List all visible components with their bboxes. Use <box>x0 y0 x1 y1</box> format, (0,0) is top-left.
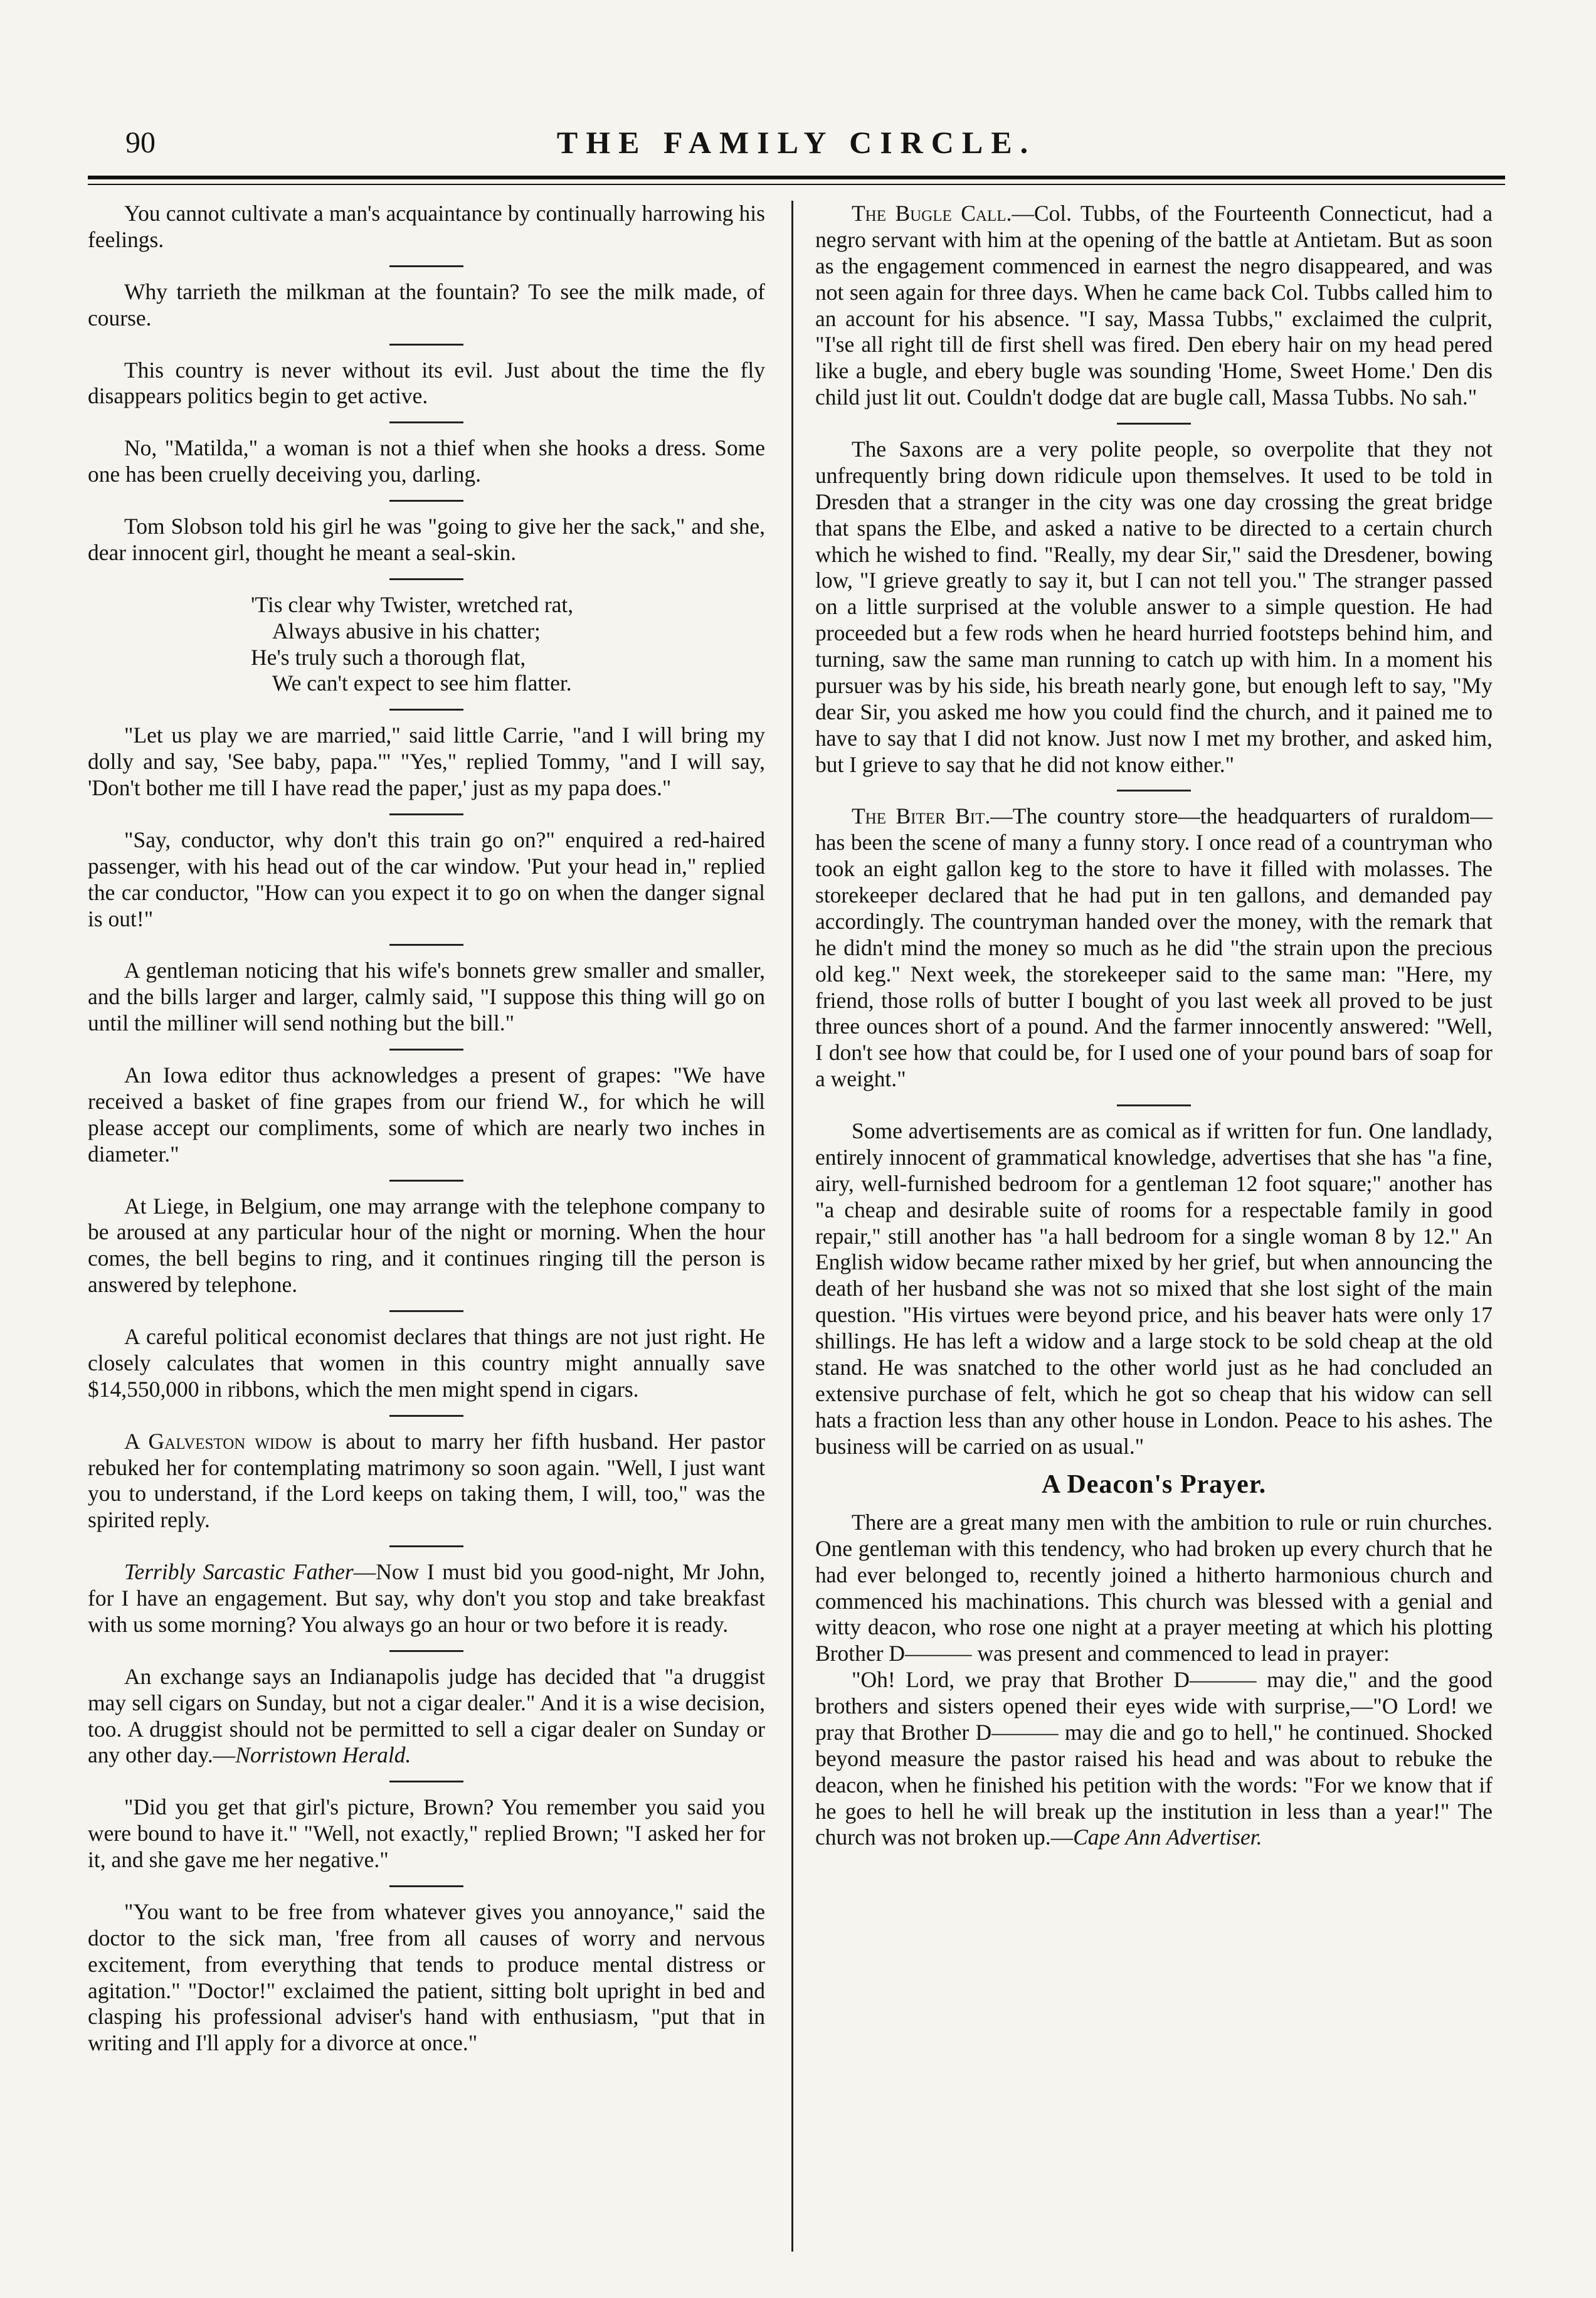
item-milkman: Why tarrieth the milkman at the fountain? To see the milk made, of course. <box>88 278 765 331</box>
separator <box>389 1545 463 1547</box>
poem-line: 'Tis clear why Twister, wretched rat, <box>251 591 574 617</box>
item-cultivate: You cannot cultivate a man's acquaintance by continually harrowing his feelings. <box>88 201 765 252</box>
item-economist: A careful political economist declares that things are not just right. He closely calculates that women in this country might annually save $14,550,000 in ribbons, which the men might spend in cigars. <box>88 1324 765 1402</box>
item-lead: The Biter Bit. <box>852 803 991 829</box>
poem-twister <box>251 592 765 697</box>
separator <box>389 1885 463 1887</box>
separator <box>389 500 463 502</box>
columns <box>88 201 1505 2264</box>
item-source: Norristown Herald. <box>235 1742 411 1768</box>
item-source: Cape Ann Advertiser. <box>1073 1824 1262 1850</box>
item-body: —The country store—the headquarters of ruraldom—has been the scene of many a funny story. I once read of a countryman who took an eight gallon keg to the store to have it filled with molasses. The storekeeper declared that he had put in ten gallons, and demanded pay accordingly. The countryman handed over the money, with the remark that he didn't mind the money so much as he did "the strain upon the precious old keg." Next week, the storekeeper said to the same man: "Here, my friend, those rolls of butter I bought of you last week all proved to be just three ounces short of a pound. And the farmer innocently answered: "Well, I don't see how that could be, for I used one of your pound bars of soap for a weight." <box>815 803 1493 1092</box>
item-sarcastic-father <box>88 1559 765 1638</box>
article-heading: A Deacon's Prayer. <box>1041 1470 1267 1500</box>
header-rule-thin <box>88 184 1505 185</box>
item-deacon-intro: There are a great many men with the ambition to rule or ruin churches. One gentleman with this tendency, who had broken up every church that he had ever belonged to, recently joined a hitherto harmonious church and commenced his machinations. This church was blessed with a genial and witty deacon, who rose one night at a prayer meeting at which his plotting Brother D——— was present and commenced to lead in prayer: <box>815 1509 1493 1666</box>
separator <box>1117 1104 1191 1106</box>
separator <box>389 265 463 267</box>
newspaper-page <box>88 107 1505 2264</box>
item-indianapolis-judge <box>88 1664 765 1769</box>
poem-line: He's truly such a thorough flat, <box>251 644 526 670</box>
poem-line: We can't expect to see him flatter. <box>272 670 572 696</box>
item-lead: A Galveston widow <box>124 1428 312 1454</box>
separator <box>389 578 463 580</box>
item-doctor: "You want to be free from whatever gives you annoyance," said the doctor to the sick man, 'free from all causes of worry and nervous excitement, from everything that tends to produce mental distress or agitation." "Doctor!" exclaimed the patient, sitting bolt upright in bed and clasping his professional adviser's hand with enthusiasm, "put that in writing and I'll apply for a divorce at once." <box>88 1898 765 2056</box>
item-body: "Oh! Lord, we pray that Brother D——— may die," and the good brothers and sisters opened their eyes wide with surprise,—"O Lord! we pray that Brother D——— may die and go to hell," he continued. Shocked beyond measure the pastor raised his head and was about to rebuke the deacon, when he finished his petition with the words: "For we know that if he goes to hell he will break up the institution in less than a year!" The church was not broken up.— <box>815 1667 1493 1850</box>
item-bonnets: A gentleman noticing that his wife's bonnets grew smaller and smaller, and the bills larger and larger, calmly said, "I suppose this thing will go on until the milliner will send nothing but the bill." <box>88 958 765 1036</box>
item-deacon-prayer <box>815 1667 1493 1851</box>
item-body: An exchange says an Indianapolis judge has decided that "a druggist may sell cigars on Sunday, but not a cigar dealer." And it is a wise decision, too. A druggist should not be permitted to sell a cigar dealer on Sunday or any other day.— <box>88 1663 765 1768</box>
separator <box>389 1415 463 1417</box>
item-slobson: Tom Slobson told his girl he was "going to give her the sack," and she, dear innocent girl, thought he meant a seal-skin. <box>88 514 765 565</box>
header-rule-thick <box>88 176 1505 179</box>
separator <box>1117 790 1191 792</box>
item-saxons: The Saxons are a very polite people, so overpolite that they not unfrequently bring down ridicule upon themselves. It used to be told in Dresden that a stranger in the city was one day crossing the great bridge that spans the Elbe, and asked a native to be directed to a certain church which he wished to find. "Really, my dear Sir," said the Dresdener, bowing low, "I grieve greatly to say it, but I can not tell you." The stranger passed on a little surprised at the voluble answer to a simple question. He had proceeded but a few rods when he heard hurried footsteps behind him, and turning, saw the same man running to catch up with him. In a moment his pursuer was by his side, his breath nearly gone, but enough left to say, "My dear Sir, you asked me how you could find the church, and it pained me to have to say that I did not know. Just now I met my brother, and asked him, but I grieve to say that he did not know either." <box>815 437 1493 777</box>
separator <box>389 709 463 711</box>
separator <box>389 1781 463 1782</box>
item-body: —Now I must bid you good-night, Mr John, for I have an engagement. But say, why don't you stop and take breakfast with us some morning? You always go an hour or two before it is ready. <box>88 1559 766 1637</box>
item-matilda: No, "Matilda," a woman is not a thief when she hooks a dress. Some one has been cruelly deceiving you, darling. <box>88 435 765 487</box>
item-galveston <box>88 1429 765 1534</box>
separator <box>389 1650 463 1652</box>
item-advertisements: Some advertisements are as comical as if written for fun. One landlady, entirely innocent of grammatical knowledge, advertises that she has "a fine, airy, well-furnished bedroom for a gentleman 12 foot square;" another has "a cheap and desirable suite of rooms for a respectable family in good repair," still another has "a hall bedroom for a single woman 8 by 12." An English widow became rather mixed by her grief, but when announcing the death of her husband she was not so mixed that she lost sight of the main question. "His virtues were beyond price, and his beaver hats were only 17 shillings. He has left a widow and a large stock to be sold cheap at the old stand. He was snatched to the other world just as he had concluded an extensive purchase of felt, which he got so cheap that his widow can sell hats a fraction less than any other house in London. Peace to his ashes. The business will be carried on as usual." <box>815 1118 1493 1459</box>
column-divider <box>791 201 793 2252</box>
spacer <box>815 1459 1493 1462</box>
separator <box>389 1310 463 1312</box>
item-body: —Col. Tubbs, of the Fourteenth Connecticut, had a negro servant with him at the opening of the battle at Antietam. But as soon as the engagement commenced in earnest the negro disappeared, and was not seen again for three days. When he came back Col. Tubbs called him to an account for his absence. "I say, Massa Tubbs," exclaimed the culprit, "I'se all right till de first shell was fired. Den ebery hair on my head pered like a bugle, and ebery bugle was sounding 'Home, Sweet Home.' Den dis child just lit out. Couldn't dodge dat are bugle call, Massa Tubbs. No sah." <box>815 201 1493 410</box>
separator <box>389 944 463 946</box>
item-iowa-editor: An Iowa editor thus acknowledges a present of grapes: "We have received a basket of fine grapes from our friend W., for which he will please accept our compliments, some of which are nearly two inches in diameter." <box>88 1062 765 1167</box>
item-conductor: "Say, conductor, why don't this train go on?" enquired a red-haired passenger, with his head out of the car window. 'Put your head in," replied the car conductor, "How can you expect it to go on when the danger signal is out!" <box>88 827 765 931</box>
separator <box>1117 423 1191 425</box>
item-lead: Terribly Sarcastic Father <box>124 1559 354 1585</box>
separator <box>389 813 463 815</box>
page-number: 90 <box>125 126 156 159</box>
item-lead: The Bugle Call. <box>852 201 1012 226</box>
separator <box>389 1180 463 1182</box>
item-picture: "Did you get that girl's picture, Brown? You remember you said you were bound to have it." "Well, not exactly," replied Brown; "I asked her for it, and she gave me her negative." <box>88 1794 765 1872</box>
masthead-title: THE FAMILY CIRCLE. <box>556 125 1037 160</box>
item-bugle-call <box>815 201 1493 411</box>
item-politics: This country is never without its evil. Just about the time the fly disappears politics begin to get active. <box>88 357 765 409</box>
item-body: is about to marry her fifth husband. Her pastor rebuked her for contemplating matrimony so soon again. "Well, I just want you to understand, if the Lord keeps on taking them, I will, too," was the spirited reply. <box>88 1428 765 1533</box>
right-column <box>815 201 1493 2264</box>
poem-line: Always abusive in his chatter; <box>272 618 541 643</box>
left-column <box>88 201 765 2264</box>
page-header <box>88 107 1505 176</box>
item-liege: At Liege, in Belgium, one may arrange with the telephone company to be aroused at any particular hour of the night or morning. When the hour comes, the bell begins to ring, and it continues ringing till the person is answered by telephone. <box>88 1193 765 1298</box>
separator <box>389 344 463 346</box>
item-carrie: "Let us play we are married," said little Carrie, "and I will bring my dolly and say, 'See baby, papa.'" "Yes," replied Tommy, "and I will say, 'Don't bother me till I have read the paper,' just as my papa does." <box>88 723 765 800</box>
item-biter-bit <box>815 803 1493 1093</box>
separator <box>389 421 463 423</box>
separator <box>389 1049 463 1051</box>
